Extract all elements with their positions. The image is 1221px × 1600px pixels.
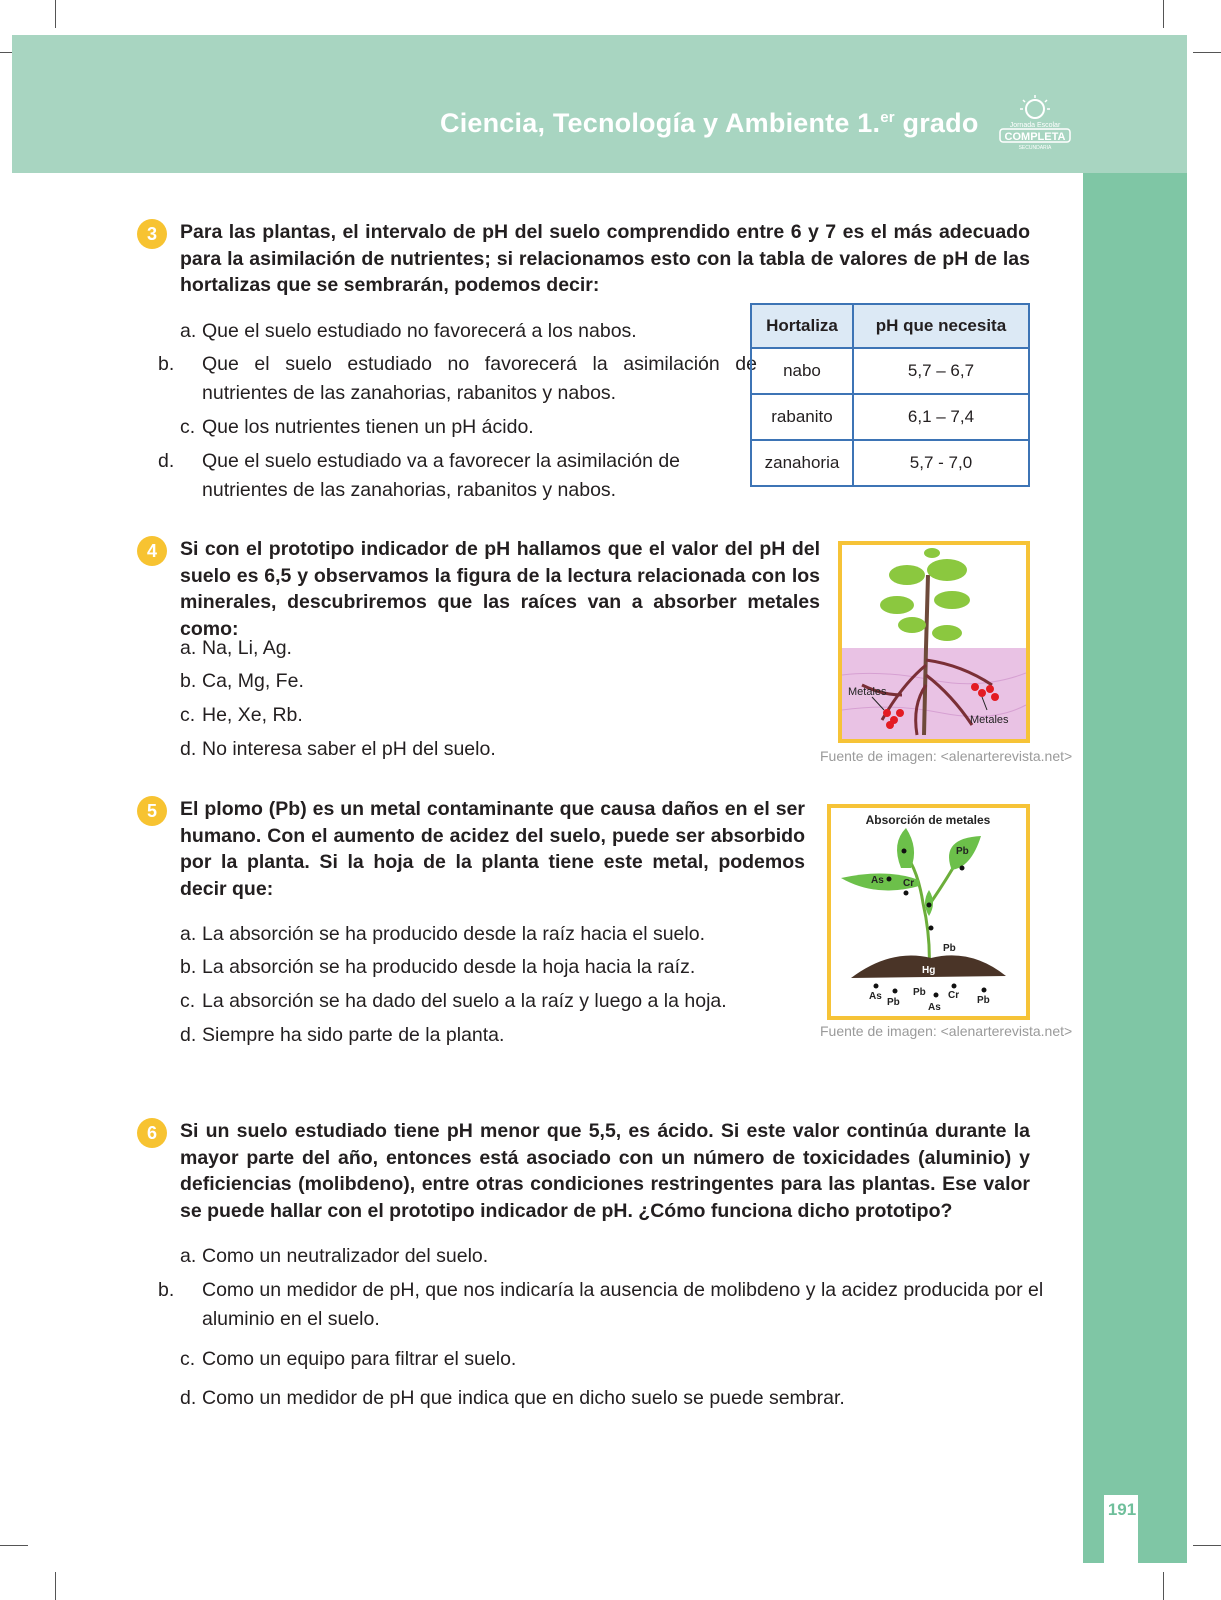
column-header: Hortaliza xyxy=(751,304,853,348)
table-cell: 6,1 – 7,4 xyxy=(853,394,1029,440)
table-cell: 5,7 – 6,7 xyxy=(853,348,1029,394)
column-header: pH que necesita xyxy=(853,304,1029,348)
ph-table xyxy=(750,303,1030,487)
option-d[interactable]: d. Como un medidor de pH que indica que en dicho suelo se puede sembrar. xyxy=(180,1387,845,1409)
table-cell: nabo xyxy=(751,348,853,394)
option-c[interactable]: c. Que los nutrientes tienen un pH ácido. xyxy=(180,416,534,438)
option-c[interactable]: c. He, Xe, Rb. xyxy=(180,704,303,726)
metal-absorption-figure xyxy=(827,804,1030,1020)
question-number-badge: 4 xyxy=(137,536,167,566)
jornada-completa-logo xyxy=(995,95,1075,155)
metales-label: Metales xyxy=(970,714,1009,726)
question-number-badge: 6 xyxy=(137,1118,167,1148)
question-text: Si un suelo estudiado tiene pH menor que 5,5, es ácido. Si este valor continúa durante la mayor parte del año, entonces está asociado con un número de toxicidades (aluminio) y deficiencias (molibdeno), entre otras condiciones restringentes para las plantas. Ese valor se puede hallar con el prototipo indicador de pH. ¿Cómo funciona dicho prototipo? xyxy=(180,1120,1030,1222)
table-cell: rabanito xyxy=(751,394,853,440)
question-text: Para las plantas, el intervalo de pH del suelo comprendido entre 6 y 7 es el más adecuado para la asimilación de nutrientes; si relacionamos esto con la tabla de valores de pH de las hortalizas que se sembrarán, podemos decir: xyxy=(180,221,1030,296)
page-number: 191 xyxy=(1107,1500,1137,1519)
option-a[interactable]: a. Como un neutralizador del suelo. xyxy=(180,1245,489,1267)
option-c[interactable]: c. Como un equipo para filtrar el suelo. xyxy=(180,1348,517,1370)
roots-metals-figure xyxy=(838,541,1030,743)
table-row xyxy=(751,440,1029,486)
option-b[interactable]: b. La absorción se ha producido desde la hoja hacia la raíz. xyxy=(180,956,696,978)
question-number-badge: 5 xyxy=(137,796,167,826)
table-header-row xyxy=(751,304,1029,348)
metal-label: Pb xyxy=(977,995,990,1006)
metal-label: Pb xyxy=(956,846,969,857)
crop-mark xyxy=(1163,0,1164,28)
crop-mark xyxy=(1163,1572,1164,1600)
metal-label: As xyxy=(871,875,884,886)
metal-label: Hg xyxy=(922,965,936,976)
metal-label: As xyxy=(869,991,882,1002)
metal-label: As xyxy=(928,1002,941,1013)
table-row xyxy=(751,394,1029,440)
crop-mark xyxy=(0,1545,28,1546)
metal-label: Pb xyxy=(913,987,926,998)
option-d[interactable]: d. No interesa saber el pH del suelo. xyxy=(180,738,496,760)
svg-text:SECUNDARIA: SECUNDARIA xyxy=(1018,145,1052,151)
option-b[interactable]: b. Que el suelo estudiado no favorecerá la asimilación de nutrientes de las zanahorias, rabanitos y nabos. xyxy=(158,353,757,404)
metal-label: Cr xyxy=(948,990,960,1001)
image-source: Fuente de imagen: <alenarterevista.net> xyxy=(820,748,1073,764)
question-text: El plomo (Pb) es un metal contaminante que causa daños en el ser humano. Con el aumento de acidez del suelo, puede ser absorbido por la planta. Si la hoja de la planta tiene este metal, podemos decir que: xyxy=(180,798,805,900)
option-a[interactable]: a. Que el suelo estudiado no favorecerá a los nabos. xyxy=(180,320,637,342)
option-a[interactable]: a. Na, Li, Ag. xyxy=(180,637,292,659)
metales-label: Metales xyxy=(848,686,887,698)
option-d[interactable]: d. Que el suelo estudiado va a favorecer la asimilación de nutrientes de las zanahorias, rabanitos y nabos. xyxy=(158,450,681,501)
side-band xyxy=(1083,173,1187,1563)
figure-title: Absorción de metales xyxy=(865,813,991,827)
metal-label: Pb xyxy=(887,997,900,1008)
option-a[interactable]: a. La absorción se ha producido desde la raíz hacia el suelo. xyxy=(180,923,705,945)
question-number-badge: 3 xyxy=(137,219,167,249)
crop-mark xyxy=(1193,1545,1221,1546)
crop-mark xyxy=(1193,52,1221,53)
option-d[interactable]: d. Siempre ha sido parte de la planta. xyxy=(180,1024,505,1046)
crop-mark xyxy=(55,0,56,28)
page-title: Ciencia, Tecnología y Ambiente 1.$^{er}$ grado xyxy=(440,108,979,138)
metal-label: Cr xyxy=(903,878,915,889)
question-text: Si con el prototipo indicador de pH hallamos que el valor del pH del suelo es 6,5 y observamos la figura de la lectura relacionada con los minerales, descubriremos que las raíces van a absorber metales como: xyxy=(180,538,820,640)
option-b[interactable]: b. Ca, Mg, Fe. xyxy=(180,670,304,692)
svg-text:COMPLETA: COMPLETA xyxy=(1004,131,1066,143)
option-b[interactable]: b. Como un medidor de pH, que nos indicaría la ausencia de molibdeno y la acidez producida por el aluminio en el suelo. xyxy=(158,1279,1044,1330)
metal-label: Pb xyxy=(943,943,956,954)
crop-mark xyxy=(55,1572,56,1600)
table-cell: 5,7 - 7,0 xyxy=(853,440,1029,486)
image-source: Fuente de imagen: <alenarterevista.net> xyxy=(820,1023,1073,1039)
option-c[interactable]: c. La absorción se ha dado del suelo a la raíz y luego a la hoja. xyxy=(180,990,727,1012)
table-row xyxy=(751,348,1029,394)
table-cell: zanahoria xyxy=(751,440,853,486)
svg-text:Jornada Escolar: Jornada Escolar xyxy=(1009,122,1061,129)
